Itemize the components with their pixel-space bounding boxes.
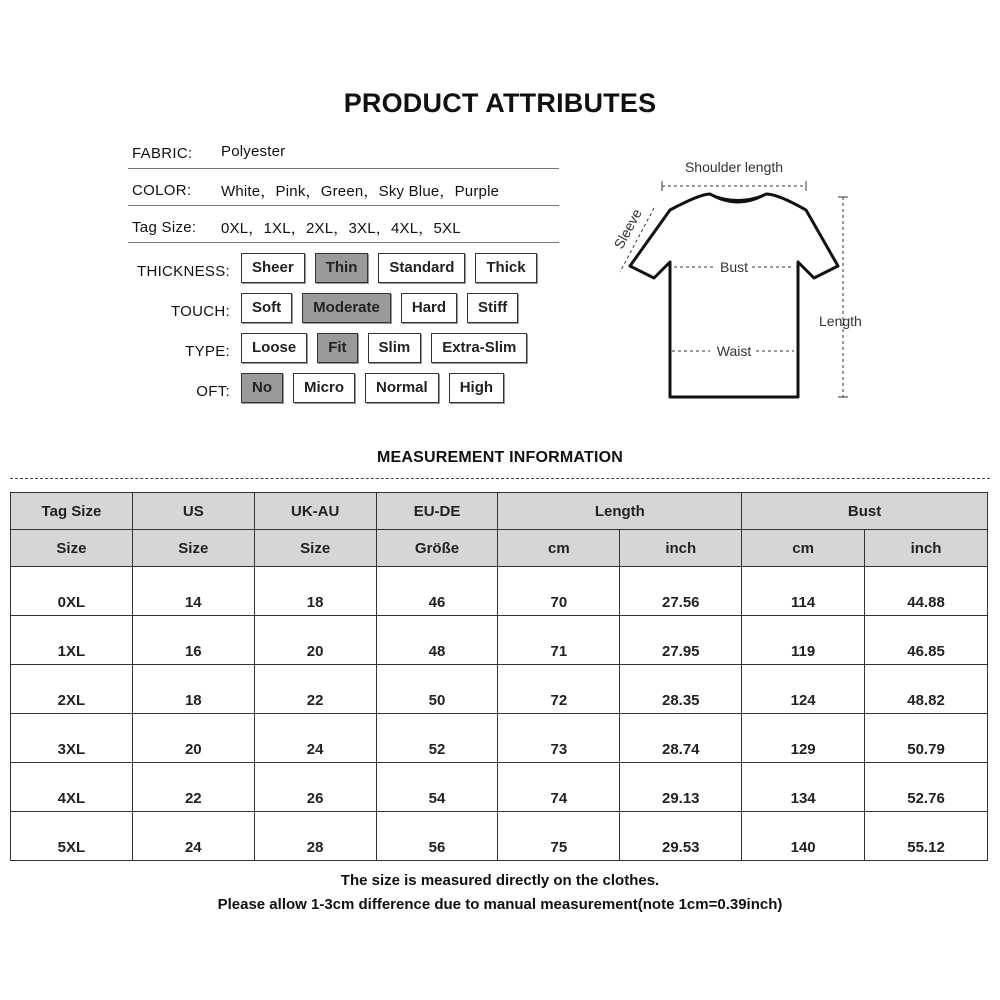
note-difference: Please allow 1-3cm difference due to manual measurement(note 1cm=0.39inch)	[217, 896, 783, 913]
option-loose[interactable]: Loose	[241, 333, 307, 363]
column-subheader: cm	[742, 530, 865, 567]
table-cell: 46.85	[865, 616, 988, 665]
table-cell: 27.56	[620, 567, 742, 616]
column-header: UK-AU	[254, 493, 376, 530]
table-cell: 119	[742, 616, 865, 665]
table-header-row	[11, 493, 988, 530]
table-cell: 29.53	[620, 812, 742, 861]
table-cell: 20	[254, 616, 376, 665]
column-subheader: Size	[254, 530, 376, 567]
shoulder-label: Shoulder length	[684, 159, 784, 175]
option-standard[interactable]: Standard	[378, 253, 465, 283]
table-cell: 28.35	[620, 665, 742, 714]
table-cell: 134	[742, 763, 865, 812]
size-table	[10, 492, 988, 861]
thickness-options	[241, 253, 537, 283]
option-no[interactable]: No	[241, 373, 283, 403]
option-sheer[interactable]: Sheer	[241, 253, 305, 283]
table-cell: 3XL	[11, 714, 133, 763]
type-options	[241, 333, 527, 363]
oft-options	[241, 373, 504, 403]
table-cell: 5XL	[11, 812, 133, 861]
column-subheader: cm	[498, 530, 620, 567]
touch-label: TOUCH:	[170, 303, 230, 320]
option-stiff[interactable]: Stiff	[467, 293, 518, 323]
table-cell: 14	[132, 567, 254, 616]
table-cell: 50.79	[865, 714, 988, 763]
option-hard[interactable]: Hard	[401, 293, 457, 323]
table-cell: 140	[742, 812, 865, 861]
table-cell: 129	[742, 714, 865, 763]
attr-value: White，Pink，Green，Sky Blue，Purple	[221, 183, 500, 200]
table-cell: 50	[376, 665, 498, 714]
table-cell: 52	[376, 714, 498, 763]
dotted-divider	[10, 478, 990, 479]
table-cell: 74	[498, 763, 620, 812]
option-thin[interactable]: Thin	[315, 253, 369, 283]
table-cell: 22	[132, 763, 254, 812]
table-cell: 2XL	[11, 665, 133, 714]
table-cell: 22	[254, 665, 376, 714]
length-label: Length	[819, 313, 862, 329]
column-header: Tag Size	[11, 493, 133, 530]
table-cell: 114	[742, 567, 865, 616]
table-subheader-row	[11, 530, 988, 567]
option-slim[interactable]: Slim	[368, 333, 422, 363]
column-header: US	[132, 493, 254, 530]
option-soft[interactable]: Soft	[241, 293, 292, 323]
table-cell: 24	[254, 714, 376, 763]
waist-label: Waist	[716, 343, 752, 359]
table-cell: 48.82	[865, 665, 988, 714]
table-row	[11, 567, 988, 616]
option-moderate[interactable]: Moderate	[302, 293, 391, 323]
table-cell: 29.13	[620, 763, 742, 812]
table-cell: 26	[254, 763, 376, 812]
attr-color	[128, 169, 559, 206]
tshirt-measurement-diagram	[600, 150, 880, 410]
column-subheader: inch	[865, 530, 988, 567]
option-fit[interactable]: Fit	[317, 333, 357, 363]
attr-key: COLOR:	[132, 182, 192, 199]
table-cell: 20	[132, 714, 254, 763]
table-cell: 18	[132, 665, 254, 714]
table-cell: 27.95	[620, 616, 742, 665]
table-cell: 4XL	[11, 763, 133, 812]
table-cell: 46	[376, 567, 498, 616]
table-cell: 70	[498, 567, 620, 616]
table-cell: 48	[376, 616, 498, 665]
table-cell: 28.74	[620, 714, 742, 763]
table-cell: 28	[254, 812, 376, 861]
table-row	[11, 812, 988, 861]
column-subheader: Size	[11, 530, 133, 567]
measurement-title: MEASUREMENT INFORMATION	[376, 449, 624, 466]
table-cell: 54	[376, 763, 498, 812]
sleeve-label: Sleeve	[610, 206, 645, 252]
table-cell: 0XL	[11, 567, 133, 616]
table-cell: 44.88	[865, 567, 988, 616]
table-cell: 1XL	[11, 616, 133, 665]
table-cell: 71	[498, 616, 620, 665]
attr-value: Polyester	[221, 143, 286, 160]
table-cell: 75	[498, 812, 620, 861]
option-extra-slim[interactable]: Extra-Slim	[431, 333, 527, 363]
tshirt-outline-icon	[630, 194, 838, 397]
option-normal[interactable]: Normal	[365, 373, 439, 403]
attr-key: Tag Size:	[132, 219, 197, 236]
thickness-label: THICKNESS:	[136, 263, 230, 280]
column-header: Length	[498, 493, 742, 530]
column-subheader: Größe	[376, 530, 498, 567]
table-cell: 56	[376, 812, 498, 861]
table-row	[11, 714, 988, 763]
table-row	[11, 616, 988, 665]
column-header: Bust	[742, 493, 988, 530]
column-subheader: inch	[620, 530, 742, 567]
attr-key: FABRIC:	[132, 145, 193, 162]
column-subheader: Size	[132, 530, 254, 567]
attr-value: 0XL，1XL，2XL，3XL，4XL，5XL	[221, 220, 461, 237]
attr-tag-size	[128, 206, 559, 243]
note-measured: The size is measured directly on the clothes.	[340, 872, 660, 889]
table-cell: 24	[132, 812, 254, 861]
table-cell: 18	[254, 567, 376, 616]
page-title: PRODUCT ATTRIBUTES	[343, 88, 657, 118]
table-cell: 55.12	[865, 812, 988, 861]
bust-label: Bust	[719, 259, 749, 275]
oft-label: OFT:	[196, 383, 230, 400]
table-cell: 16	[132, 616, 254, 665]
type-label: TYPE:	[185, 343, 230, 360]
option-micro[interactable]: Micro	[293, 373, 355, 403]
option-high[interactable]: High	[449, 373, 504, 403]
touch-options	[241, 293, 518, 323]
option-thick[interactable]: Thick	[475, 253, 536, 283]
table-row	[11, 665, 988, 714]
table-row	[11, 763, 988, 812]
table-cell: 73	[498, 714, 620, 763]
attr-fabric	[128, 132, 559, 169]
table-cell: 72	[498, 665, 620, 714]
column-header: EU-DE	[376, 493, 498, 530]
table-cell: 124	[742, 665, 865, 714]
table-cell: 52.76	[865, 763, 988, 812]
